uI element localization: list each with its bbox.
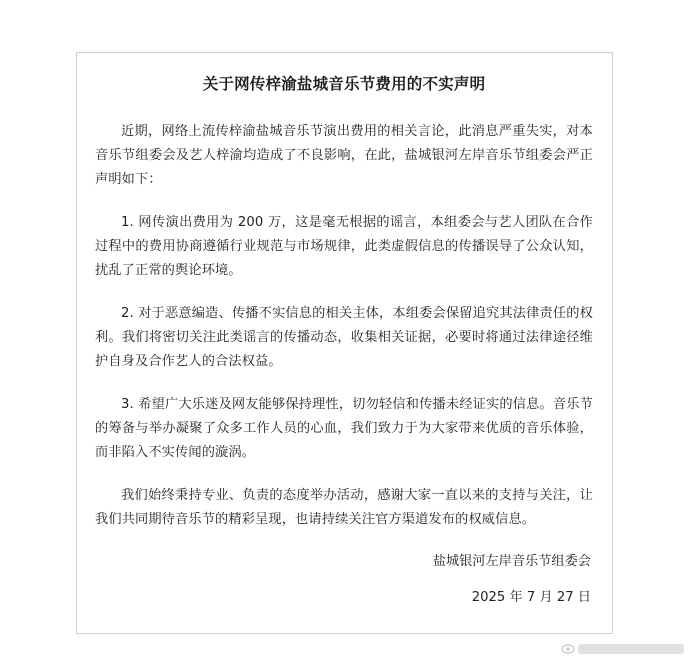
point-2-paragraph: 2. 对于恶意编造、传播不实信息的相关主体，本组委会保留追究其法律责任的权利。我们将密切关注此类谣言的传播动态，收集相关证据，必要时将通过法律途径维护自身及合作艺人的合法权益。	[95, 306, 593, 369]
statement-title: 关于网传梓渝盐城音乐节费用的不实声明	[202, 75, 486, 93]
eye-icon	[561, 642, 575, 656]
point-1-paragraph: 1. 网传演出费用为 200 万，这是毫无根据的谣言，本组委会与艺人团队在合作过程中的费用协商遵循行业规范与市场规律，此类虚假信息的传播误导了公众认知，扰乱了正常的舆论环境。	[95, 215, 593, 278]
statement-body	[95, 72, 593, 551]
statement-date: 2025 年 7 月 27 日	[471, 590, 591, 605]
intro-paragraph: 近期，网络上流传梓渝盐城音乐节演出费用的相关言论，此消息严重失实，对本音乐节组委会及艺人梓渝均造成了不良影响，在此，盐城银河左岸音乐节组委会严正声明如下：	[95, 124, 593, 187]
watermark-blur	[578, 644, 684, 654]
signature-organizer: 盐城银河左岸音乐节组委会	[432, 554, 591, 569]
closing-paragraph: 我们始终秉持专业、负责的态度举办活动，感谢大家一直以来的支持与关注，让我们共同期待音乐节的精彩呈现，也请持续关注官方渠道发布的权威信息。	[95, 488, 593, 527]
watermark	[561, 642, 684, 656]
point-3-paragraph: 3. 希望广大乐迷及网友能够保持理性，切勿轻信和传播未经证实的信息。音乐节的筹备与举办凝聚了众多工作人员的心血，我们致力于为大家带来优质的音乐体验，而非陷入不实传闻的漩涡。	[95, 397, 593, 460]
